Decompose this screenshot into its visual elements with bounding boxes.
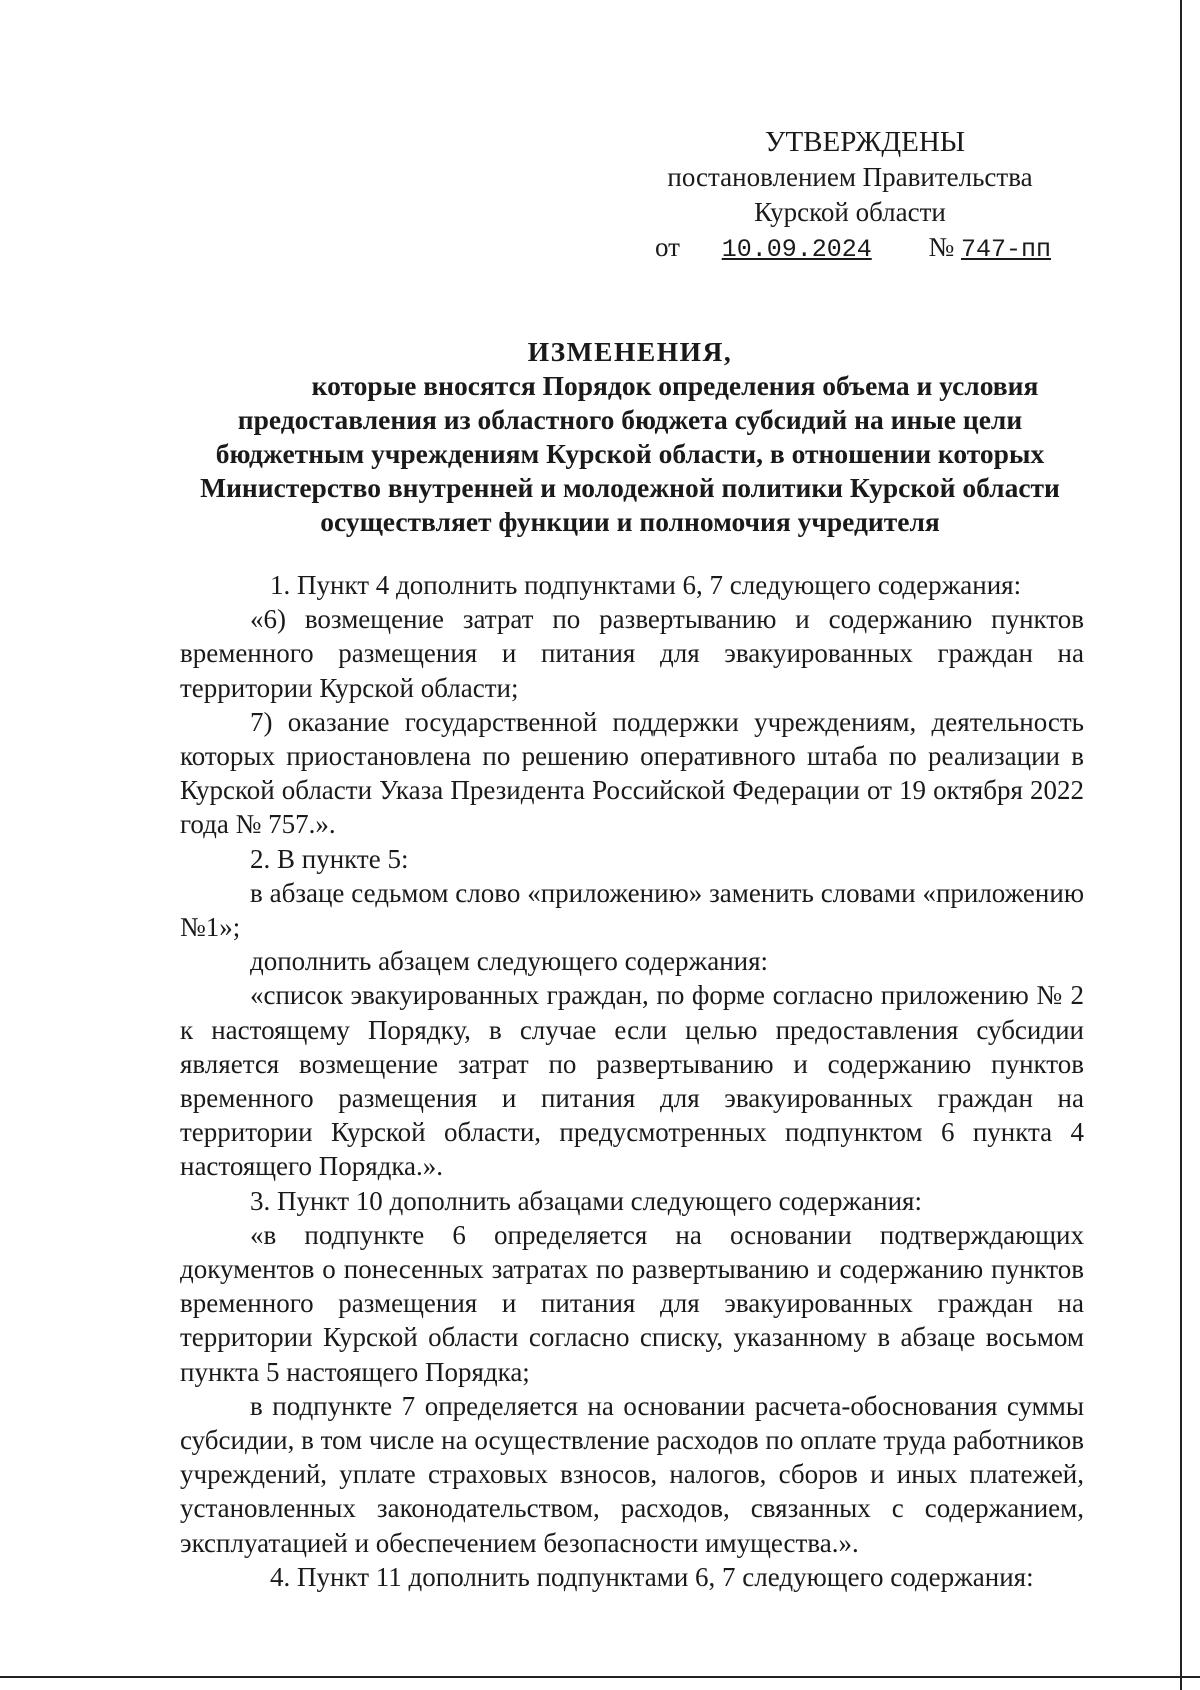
approval-date-number-line (630, 230, 1070, 267)
paragraph-9: «в подпункте 6 определяется на основании подтверждающих документов о понесенных затратах по развертыванию и содержанию пунктов временного размещения и питания для эвакуированных граждан на территории Курской области согласно списку, указанному в абзаце восьмом пункта 5 настоящего Порядка; (180, 1219, 1084, 1387)
from-label: от (655, 232, 680, 262)
approval-number: 747-пп (960, 235, 1051, 264)
document-title (170, 335, 1090, 539)
document-body (180, 568, 1084, 1594)
number-sign: № (928, 232, 955, 262)
title-line-4: Министерство внутренней и молодежной политики Курской области (200, 472, 1060, 503)
paragraph-4: 2. В пункте 5: (250, 843, 409, 874)
paragraph-5: в абзаце седьмом слово «приложению» заменить словами «приложению №1»; (180, 877, 1084, 943)
title-line-3: бюджетным учреждениям Курской области, в отношении которых (215, 438, 1045, 469)
paragraph-1: 1. Пункт 4 дополнить подпунктами 6, 7 следующего содержания: (270, 570, 1022, 600)
paragraph-11: 4. Пункт 11 дополнить подпунктами 6, 7 следующего содержания: (270, 1561, 1034, 1592)
paragraph-10: в подпункте 7 определяется на основании расчета-обоснования суммы субсидии, в том числе на осуществление расходов по оплате труда работников учреждений, уплате страховых взносов, налогов, сборов и иных платежей, установленных законодательством, расходов, связанных с содержанием, эксплуатацией и обеспечением безопасности имущества.». (180, 1390, 1084, 1558)
title-line-2: предоставления из областного бюджета субсидий на иные цели (237, 404, 1023, 435)
approval-block (630, 125, 1070, 267)
page-border-bottom (0, 1676, 1200, 1678)
paragraph-6: дополнить абзацем следующего содержания: (250, 946, 769, 977)
approval-date: 10.09.2024 (721, 235, 872, 264)
title-line-5: осуществляет функции и полномочия учредителя (320, 506, 940, 537)
approval-line-1: постановлением Правительства (667, 162, 1033, 192)
paragraph-7: «список эвакуированных граждан, по форме согласно приложению № 2 к настоящему Порядку, в случае если целью предоставления субсидии является возмещение затрат по развертыванию и содержанию пунктов временного размещения и питания для эвакуированных граждан на территории Курской области, предусмотренных подпунктом 6 пункта 4 настоящего Порядка.». (180, 980, 1084, 1182)
approval-heading: УТВЕРЖДЕНЫ (764, 126, 966, 158)
approval-line-2: Курской области (754, 197, 946, 227)
paragraph-3: 7) оказание государственной поддержки учреждениям, деятельность которых приостановлена по решению оперативного штаба по реализации в Курской области Указа Президента Российской Федерации от 19 октября 2022 года № 757.». (180, 706, 1084, 840)
title-heading: ИЗМЕНЕНИЯ, (527, 336, 733, 367)
paragraph-8: 3. Пункт 10 дополнить абзацами следующего содержания: (250, 1185, 922, 1216)
paragraph-2: «6) возмещение затрат по развертыванию и содержанию пунктов временного размещения и питания для эвакуированных граждан на территории Курской области; (180, 604, 1084, 703)
title-line-1: которые вносятся Порядок определения объема и условия (311, 370, 1039, 401)
page-border-right (1180, 0, 1182, 1690)
